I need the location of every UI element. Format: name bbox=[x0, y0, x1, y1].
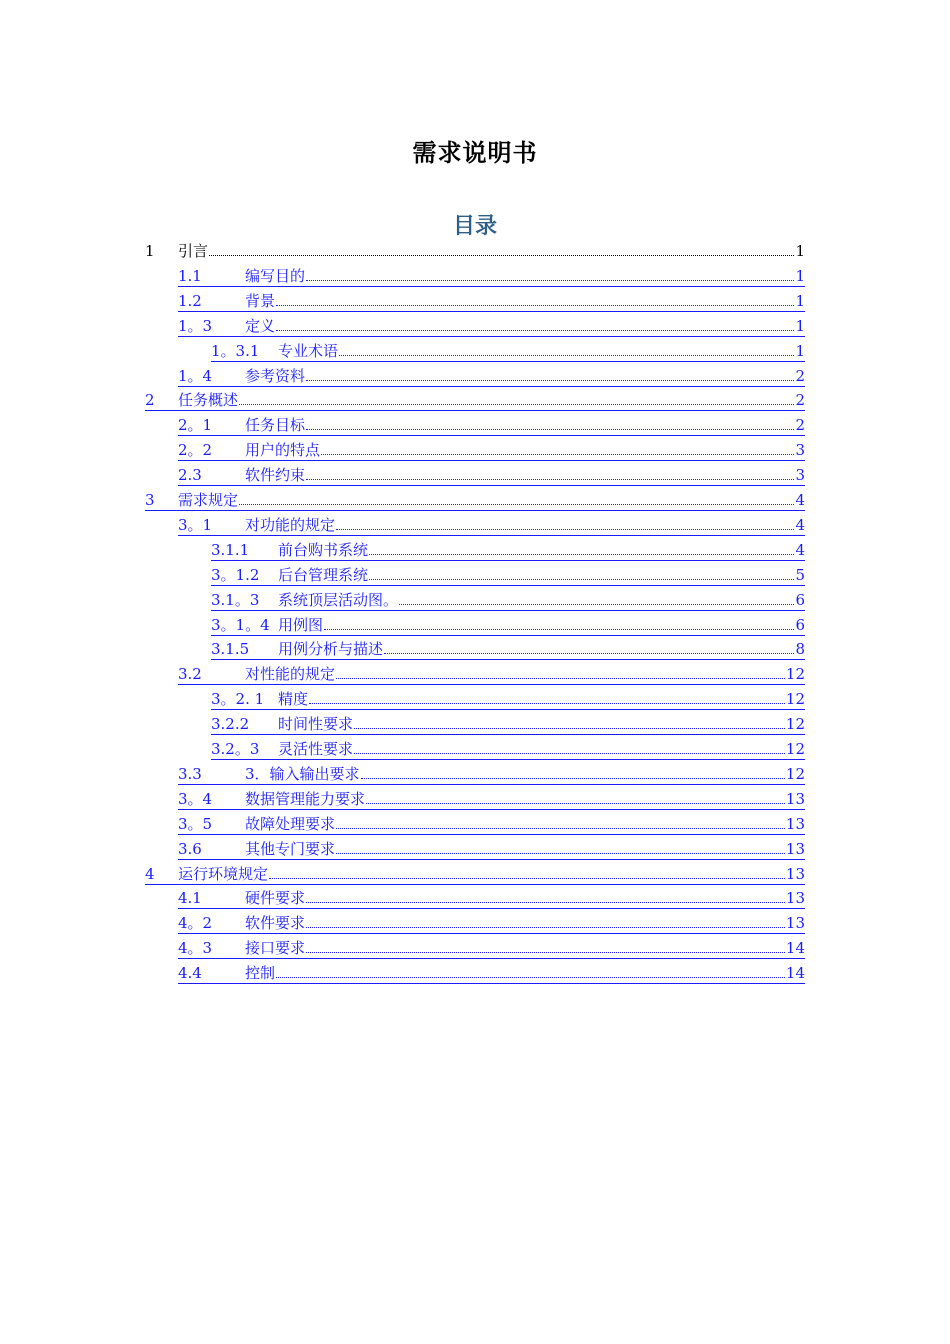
toc-entry[interactable] bbox=[145, 864, 805, 885]
toc-entry[interactable] bbox=[211, 639, 805, 660]
toc-entry-title: 对性能的规定 bbox=[245, 665, 336, 684]
toc-entry-page: 2 bbox=[795, 391, 805, 410]
toc-entry-title: 软件约束 bbox=[245, 466, 306, 485]
toc-entry-page: 3 bbox=[795, 441, 805, 460]
toc-entry[interactable] bbox=[211, 615, 805, 636]
toc-entry-title: 控制 bbox=[245, 964, 276, 983]
toc-entry-page: 13 bbox=[785, 914, 805, 933]
toc-entry-title: 其他专门要求 bbox=[245, 839, 336, 858]
toc-entry-page: 13 bbox=[785, 839, 805, 858]
toc-leader-dots bbox=[366, 803, 785, 804]
toc-entry-page: 12 bbox=[785, 764, 805, 783]
toc-leader-dots bbox=[339, 355, 794, 356]
toc-entry[interactable] bbox=[211, 565, 805, 586]
toc-entry-number: 3。5 bbox=[178, 814, 213, 833]
toc-entry-page: 12 bbox=[785, 715, 805, 734]
toc-entry-title: 接口要求 bbox=[245, 939, 306, 958]
toc-entry[interactable] bbox=[178, 814, 805, 835]
toc-entry[interactable] bbox=[178, 664, 805, 685]
toc-leader-dots bbox=[269, 878, 785, 879]
toc-leader-dots bbox=[306, 902, 785, 903]
toc-leader-dots bbox=[336, 853, 785, 854]
toc-leader-dots bbox=[306, 380, 794, 381]
toc-entry-page: 13 bbox=[785, 814, 805, 833]
toc-entry[interactable] bbox=[178, 888, 805, 909]
toc-entry[interactable] bbox=[211, 540, 805, 561]
toc-entry-number: 3.2。3 bbox=[211, 740, 260, 758]
toc-heading: 目录 bbox=[452, 213, 497, 239]
toc-entry-page: 6 bbox=[795, 590, 805, 609]
toc-entry-number: 4.1 bbox=[178, 889, 202, 908]
toc-entry-page: 12 bbox=[785, 665, 805, 684]
toc-entry[interactable] bbox=[178, 515, 805, 536]
toc-entry-page: 13 bbox=[785, 864, 805, 883]
toc-entry-title: 用户的特点 bbox=[245, 441, 321, 460]
toc-entry-number: 3.2.2 bbox=[211, 715, 250, 734]
toc-entry[interactable] bbox=[211, 739, 805, 760]
toc-leader-dots bbox=[369, 554, 794, 555]
toc-entry-number: 3。1。4 bbox=[211, 615, 270, 634]
toc-entry-page: 1 bbox=[795, 242, 805, 260]
toc-entry-title: 对功能的规定 bbox=[245, 515, 336, 534]
toc-entry-number: 1 bbox=[145, 242, 155, 260]
toc-entry-number: 3 bbox=[145, 491, 155, 509]
toc-entry-title: 编写目的 bbox=[245, 266, 306, 285]
toc-entry-page: 5 bbox=[795, 565, 805, 584]
toc-entry-page: 13 bbox=[785, 889, 805, 908]
toc-leader-dots bbox=[209, 255, 794, 256]
toc-leader-dots bbox=[306, 927, 785, 928]
toc-entry-number: 3.2 bbox=[178, 665, 202, 684]
toc-entry-number: 4。2 bbox=[178, 914, 213, 933]
toc-entry-number: 3.6 bbox=[178, 839, 202, 858]
toc-entry-number: 1.1 bbox=[178, 266, 202, 285]
toc-entry-page: 4 bbox=[795, 515, 805, 534]
toc-entry-number: 1。3 bbox=[178, 316, 213, 335]
toc-leader-dots bbox=[369, 579, 794, 580]
toc-entry-title: 前台购书系统 bbox=[278, 540, 369, 559]
toc-entry-title: 后台管理系统 bbox=[278, 565, 369, 584]
toc-entry[interactable] bbox=[178, 266, 805, 287]
toc-leader-dots bbox=[336, 828, 785, 829]
toc-entry-number: 3。2. 1 bbox=[211, 690, 265, 709]
toc-entry-page: 3 bbox=[795, 466, 805, 485]
toc-entry-page: 12 bbox=[785, 690, 805, 709]
toc-entry-title: 时间性要求 bbox=[278, 715, 354, 734]
toc-entry-page: 1 bbox=[795, 266, 805, 285]
toc-entry-number: 2。2 bbox=[178, 441, 213, 460]
toc-entry-number: 4.4 bbox=[178, 964, 202, 983]
toc-entry[interactable] bbox=[178, 963, 805, 984]
toc-leader-dots bbox=[336, 529, 794, 530]
toc-entry[interactable] bbox=[178, 366, 805, 387]
toc-leader-dots bbox=[306, 280, 794, 281]
toc-leader-dots bbox=[309, 703, 785, 704]
toc-entry-title: 参考资料 bbox=[245, 366, 306, 385]
toc-entry[interactable] bbox=[178, 316, 805, 337]
toc-entry-number: 1.2 bbox=[178, 291, 202, 310]
toc-entry-number: 2 bbox=[145, 391, 155, 410]
toc-leader-dots bbox=[324, 629, 794, 630]
toc-entry-page: 14 bbox=[785, 939, 805, 958]
toc-entry-page: 8 bbox=[795, 640, 805, 659]
toc-entry-title: 引言 bbox=[178, 242, 209, 260]
toc-entry-title: 用例图 bbox=[278, 615, 324, 634]
toc-entry-title: 专业术语 bbox=[278, 341, 339, 360]
toc-entry-number: 3.1.1 bbox=[211, 540, 250, 559]
toc-entry[interactable] bbox=[145, 241, 805, 261]
toc-entry[interactable] bbox=[178, 913, 805, 934]
toc-entry-title: 硬件要求 bbox=[245, 889, 306, 908]
toc-entry-title: 3．输入输出要求 bbox=[245, 764, 360, 783]
toc-entry-number: 2.3 bbox=[178, 466, 202, 485]
toc-entry-page: 2 bbox=[795, 366, 805, 385]
toc-entry-title: 数据管理能力要求 bbox=[245, 789, 366, 808]
toc-entry-page: 6 bbox=[795, 615, 805, 634]
toc-entry-number: 3.1。3 bbox=[211, 590, 260, 609]
toc-entry-title: 用例分析与描述 bbox=[278, 640, 384, 659]
toc-entry-title: 运行环境规定 bbox=[178, 864, 269, 883]
toc-leader-dots bbox=[306, 429, 794, 430]
toc-entry[interactable] bbox=[211, 341, 805, 362]
toc-entry-title: 灵活性要求 bbox=[278, 740, 354, 758]
toc-entry[interactable] bbox=[178, 415, 805, 436]
toc-leader-dots bbox=[384, 653, 794, 654]
toc-entry[interactable] bbox=[178, 440, 805, 461]
toc-entry-number: 3。4 bbox=[178, 789, 213, 808]
toc-entry-title: 系统顶层活动图。 bbox=[278, 590, 399, 609]
toc-leader-dots bbox=[361, 778, 785, 779]
toc-leader-dots bbox=[276, 305, 794, 306]
toc-entry[interactable] bbox=[211, 714, 805, 735]
toc-entry-number: 3.1.5 bbox=[211, 640, 250, 659]
toc-leader-dots bbox=[354, 753, 785, 754]
toc-entry[interactable] bbox=[211, 689, 805, 710]
toc-entry[interactable] bbox=[178, 839, 805, 860]
toc-entry-page: 4 bbox=[795, 491, 805, 509]
toc-entry-page: 4 bbox=[795, 540, 805, 559]
toc-leader-dots bbox=[399, 604, 794, 605]
toc-leader-dots bbox=[276, 330, 794, 331]
toc-entry-title: 精度 bbox=[278, 690, 309, 709]
toc-leader-dots bbox=[239, 504, 794, 505]
toc-leader-dots bbox=[306, 952, 785, 953]
toc-entry-title: 定义 bbox=[245, 316, 276, 335]
toc-leader-dots bbox=[276, 977, 785, 978]
toc-entry-number: 1。3.1 bbox=[211, 341, 260, 360]
toc-entry-page: 1 bbox=[795, 341, 805, 360]
toc-entry-number: 2。1 bbox=[178, 416, 213, 435]
toc-entry-number: 1。4 bbox=[178, 366, 213, 385]
toc-entry[interactable] bbox=[178, 465, 805, 486]
toc-entry[interactable] bbox=[178, 789, 805, 810]
toc-entry-number: 3。1 bbox=[178, 515, 213, 534]
toc-entry-page: 1 bbox=[795, 316, 805, 335]
toc-entry-page: 1 bbox=[795, 291, 805, 310]
toc-leader-dots bbox=[336, 678, 785, 679]
toc-entry-title: 需求规定 bbox=[178, 491, 239, 509]
toc-entry-number: 4。3 bbox=[178, 939, 213, 958]
toc-entry-title: 故障处理要求 bbox=[245, 814, 336, 833]
toc-entry-title: 背景 bbox=[245, 291, 276, 310]
document-title: 需求说明书 bbox=[412, 138, 538, 167]
toc-entry[interactable] bbox=[178, 291, 805, 312]
toc-entry-number: 4 bbox=[145, 864, 155, 883]
toc-entry[interactable] bbox=[145, 490, 805, 511]
toc-entry-number: 3。1.2 bbox=[211, 565, 260, 584]
toc-entry-title: 任务概述 bbox=[178, 391, 239, 410]
toc-entry[interactable] bbox=[211, 590, 805, 611]
toc-entry[interactable] bbox=[145, 390, 805, 411]
toc-entry-title: 任务目标 bbox=[245, 416, 306, 435]
toc-leader-dots bbox=[306, 479, 794, 480]
toc-entry-page: 13 bbox=[785, 789, 805, 808]
toc-leader-dots bbox=[354, 728, 785, 729]
toc-entry[interactable] bbox=[178, 938, 805, 959]
toc-entry-page: 14 bbox=[785, 964, 805, 983]
toc-entry[interactable] bbox=[178, 764, 805, 785]
toc-leader-dots bbox=[239, 404, 794, 405]
toc-entry-page: 12 bbox=[785, 740, 805, 758]
toc-entry-title: 软件要求 bbox=[245, 914, 306, 933]
toc-entry-page: 2 bbox=[795, 416, 805, 435]
toc-entry-number: 3.3 bbox=[178, 764, 202, 783]
toc-leader-dots bbox=[321, 454, 794, 455]
